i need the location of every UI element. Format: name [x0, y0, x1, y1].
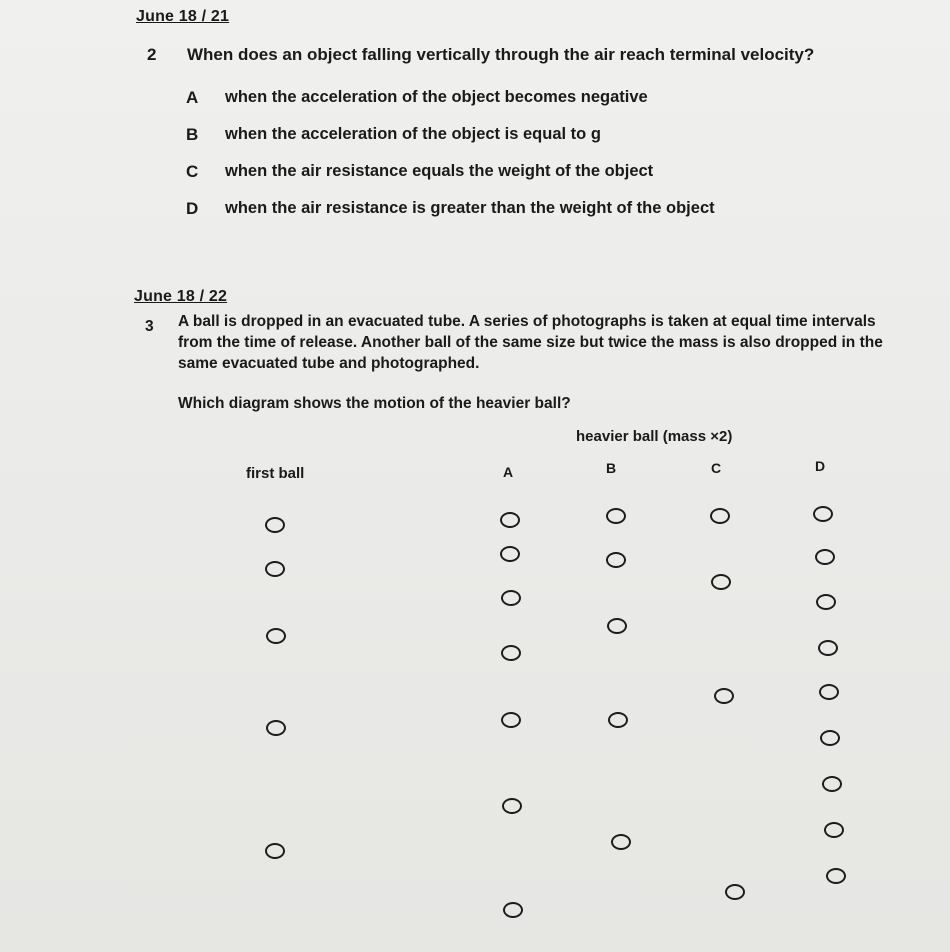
- column-a-ball: [502, 798, 522, 814]
- column-a-ball: [501, 712, 521, 728]
- column-a-ball: [503, 902, 523, 918]
- column-c-ball: [710, 508, 730, 524]
- column-b-ball: [611, 834, 631, 850]
- column-d-ball: [826, 868, 846, 884]
- q2-number: 2: [147, 45, 157, 64]
- column-b-ball: [606, 552, 626, 568]
- q2-option-b-letter: B: [186, 125, 199, 144]
- column-d-ball: [822, 776, 842, 792]
- column-d-label: D: [815, 458, 826, 474]
- column-a-ball: [501, 645, 521, 661]
- q3-text-line-1: A ball is dropped in an evacuated tube. A series of photographs is taken at equal time intervals: [178, 313, 876, 330]
- column-a-ball: [500, 546, 520, 562]
- column-d-ball: [820, 730, 840, 746]
- first-ball-position: [266, 720, 286, 736]
- q2-option-d-letter: D: [186, 199, 199, 218]
- first-ball-position: [266, 628, 286, 644]
- q3-text-line-3: same evacuated tube and photographed.: [178, 355, 480, 372]
- q2-date: June 18 / 21: [136, 8, 230, 25]
- q2-option-a-letter: A: [186, 88, 199, 107]
- first-ball-position: [265, 517, 285, 533]
- q3-date: June 18 / 22: [134, 288, 228, 305]
- column-a-label: A: [503, 464, 514, 480]
- q2-option-c-letter: C: [186, 162, 199, 181]
- column-b-label: B: [606, 460, 617, 476]
- column-b-ball: [607, 618, 627, 634]
- column-b-ball: [606, 508, 626, 524]
- column-c-ball: [711, 574, 731, 590]
- q2-option-d-text: when the air resistance is greater than the weight of the object: [225, 199, 715, 217]
- column-d-ball: [813, 506, 833, 522]
- column-c-label: C: [711, 460, 722, 476]
- first-ball-label: first ball: [246, 465, 305, 482]
- column-c-ball: [714, 688, 734, 704]
- q2-option-c-text: when the air resistance equals the weight of the object: [225, 162, 654, 180]
- column-b-ball: [608, 712, 628, 728]
- q3-number: 3: [145, 318, 154, 335]
- column-d-ball: [819, 684, 839, 700]
- q2-option-a-text: when the acceleration of the object becomes negative: [225, 88, 648, 106]
- column-d-ball: [824, 822, 844, 838]
- q3-text-line-2: from the time of release. Another ball of the same size but twice the mass is also dropped in the: [178, 334, 883, 351]
- heavier-ball-label: heavier ball (mass ×2): [576, 428, 733, 445]
- column-a-ball: [500, 512, 520, 528]
- column-d-ball: [818, 640, 838, 656]
- first-ball-position: [265, 843, 285, 859]
- column-c-ball: [725, 884, 745, 900]
- q2-question: When does an object falling vertically through the air reach terminal velocity?: [187, 45, 815, 64]
- first-ball-position: [265, 561, 285, 577]
- column-a-ball: [501, 590, 521, 606]
- q3-prompt: Which diagram shows the motion of the heavier ball?: [178, 395, 571, 412]
- column-d-ball: [816, 594, 836, 610]
- column-d-ball: [815, 549, 835, 565]
- q2-option-b-text: when the acceleration of the object is equal to g: [225, 125, 601, 143]
